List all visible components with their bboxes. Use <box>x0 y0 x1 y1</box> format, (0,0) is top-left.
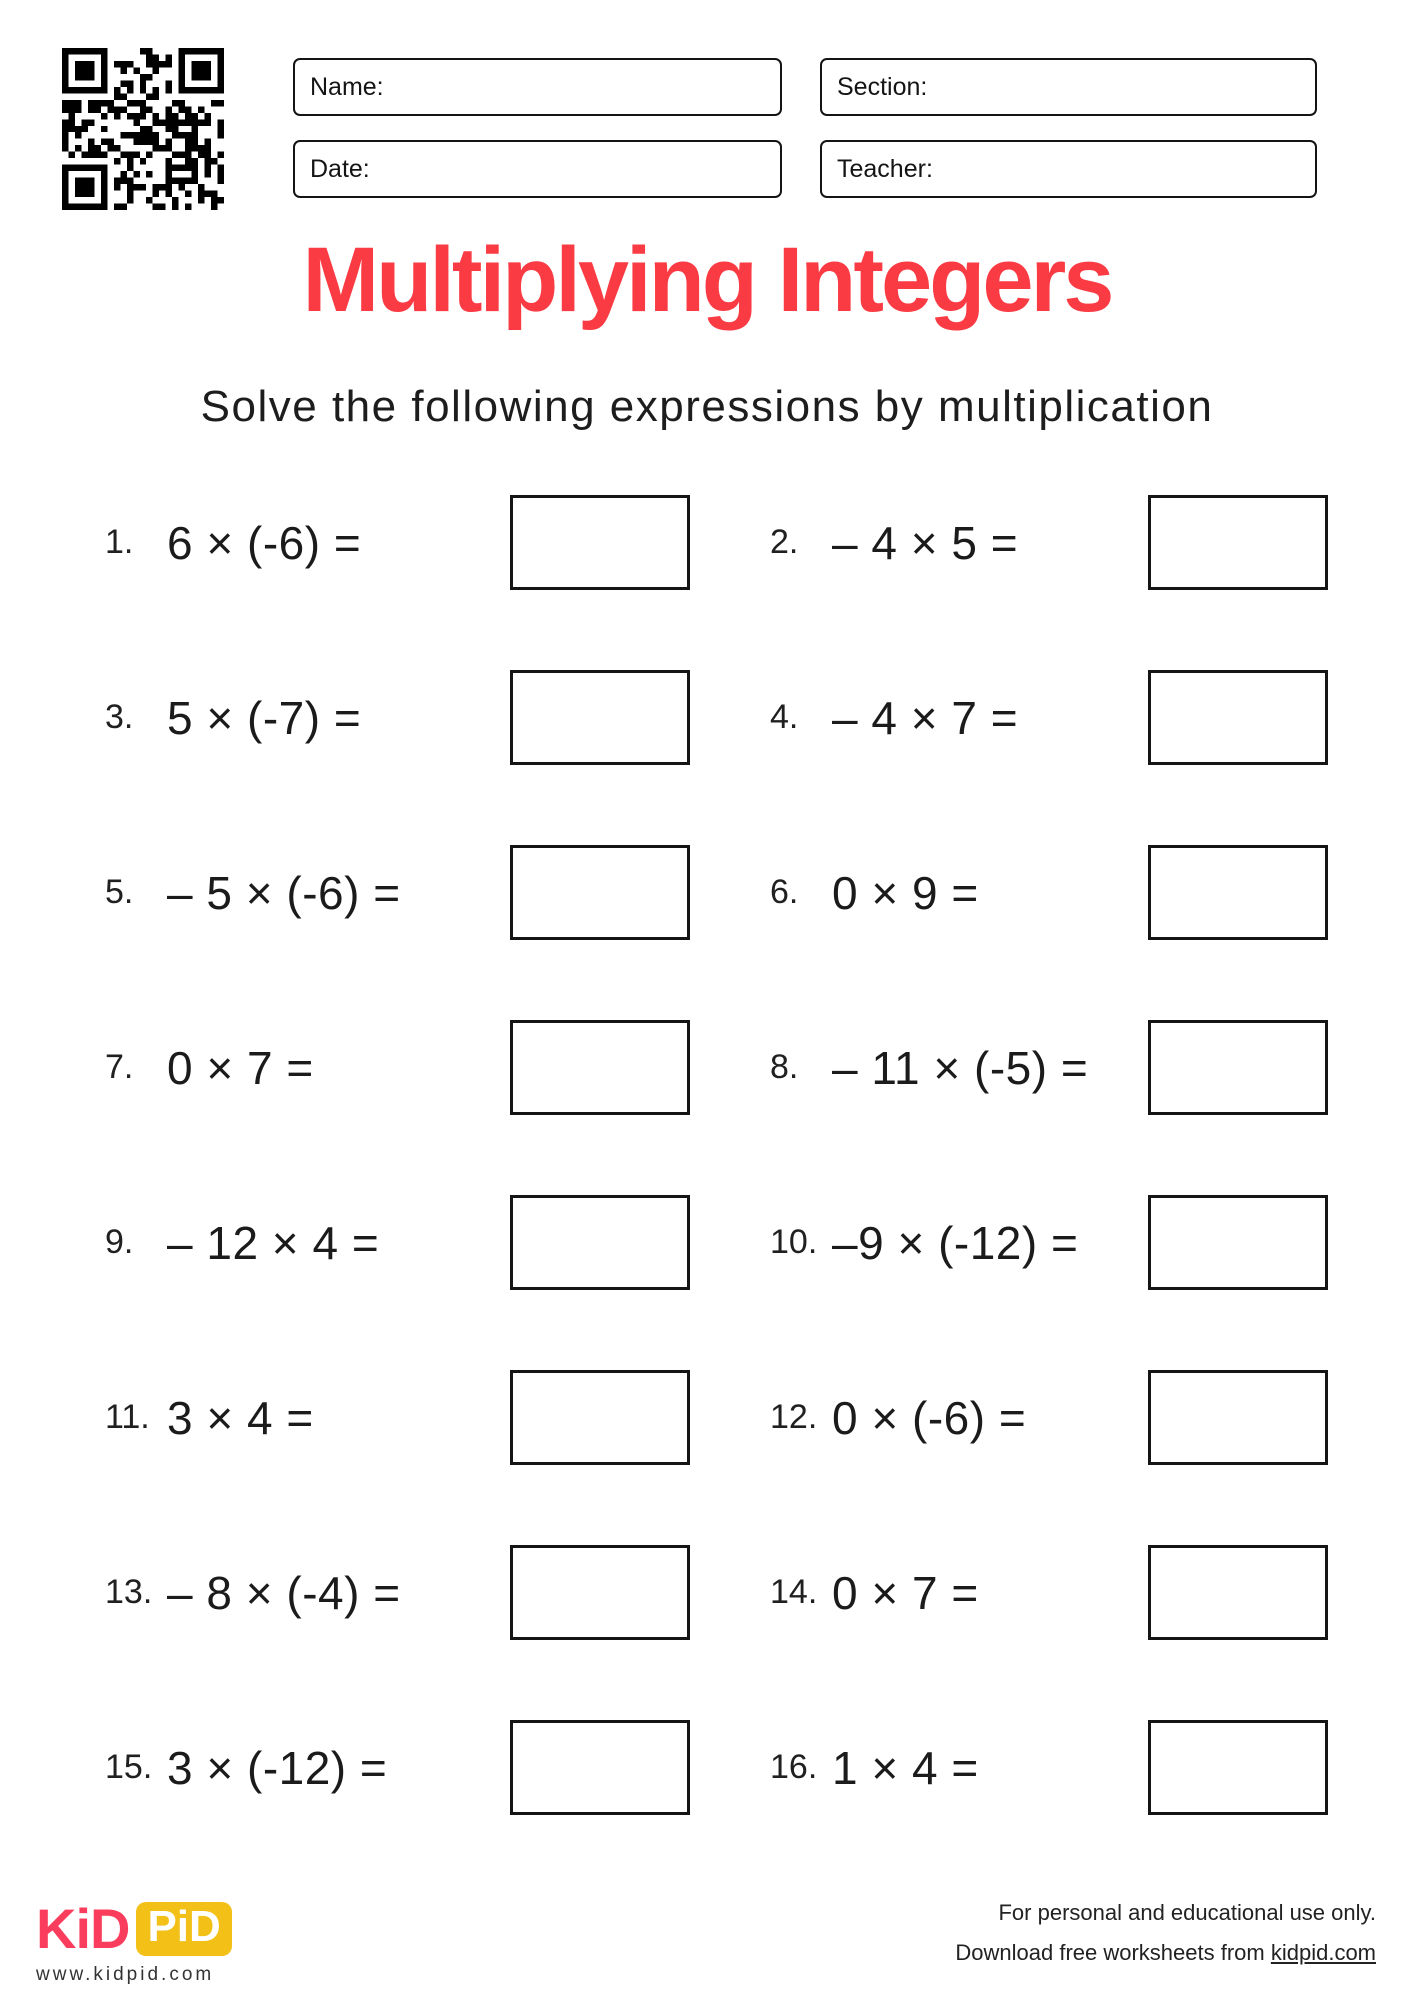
download-line <box>955 1933 1376 1973</box>
problem-12 <box>707 1330 1354 1505</box>
problem-9 <box>60 1155 707 1330</box>
answer-box-14 <box>1148 1545 1328 1640</box>
teacher-field <box>820 140 1317 198</box>
problem-number: 15. <box>105 1748 153 1786</box>
problem-expression: – 11 × (-5) = <box>832 1041 1089 1094</box>
answer-box-2 <box>1148 495 1328 590</box>
problem-10 <box>707 1155 1354 1330</box>
problem-number: 4. <box>770 698 799 736</box>
download-line-prefix: Download free worksheets from <box>955 1939 1271 1965</box>
answer-box-16 <box>1148 1720 1328 1815</box>
problem-expression: 6 × (-6) = <box>167 516 362 569</box>
problem-expression: 5 × (-7) = <box>167 691 362 744</box>
problem-expression: 1 × 4 = <box>832 1741 979 1794</box>
problem-1 <box>60 455 707 630</box>
problem-number: 9. <box>105 1223 134 1261</box>
problem-expression: 0 × 9 = <box>832 866 979 919</box>
qr-code-icon <box>62 48 224 210</box>
problem-expression: 0 × (-6) = <box>832 1391 1027 1444</box>
problem-number: 7. <box>105 1048 134 1086</box>
problem-number: 8. <box>770 1048 799 1086</box>
problem-number: 1. <box>105 523 134 561</box>
problem-number: 3. <box>105 698 134 736</box>
problem-number: 2. <box>770 523 799 561</box>
kidpid-logo-kid: KiD <box>36 1897 130 1960</box>
problem-number: 13. <box>105 1573 153 1611</box>
date-field-label: Date: <box>310 154 370 183</box>
answer-box-4 <box>1148 670 1328 765</box>
problem-7 <box>60 980 707 1155</box>
date-field <box>293 140 782 198</box>
website-url: www.kidpid.com <box>36 1964 215 1985</box>
teacher-field-label: Teacher: <box>837 154 933 183</box>
problem-11 <box>60 1330 707 1505</box>
problems-grid <box>60 455 1354 1855</box>
answer-box-5 <box>510 845 690 940</box>
problem-number: 10. <box>770 1223 818 1261</box>
answer-box-13 <box>510 1545 690 1640</box>
problem-expression: – 5 × (-6) = <box>167 866 401 919</box>
usage-line: For personal and educational use only. <box>998 1900 1376 1925</box>
problem-2 <box>707 455 1354 630</box>
problem-expression: – 12 × 4 = <box>167 1216 380 1269</box>
answer-box-15 <box>510 1720 690 1815</box>
problem-expression: –9 × (-12) = <box>832 1216 1079 1269</box>
problem-expression: – 4 × 5 = <box>832 516 1019 569</box>
problem-8 <box>707 980 1354 1155</box>
answer-box-1 <box>510 495 690 590</box>
problem-number: 5. <box>105 873 134 911</box>
problem-number: 16. <box>770 1748 818 1786</box>
problem-3 <box>60 630 707 805</box>
section-field <box>820 58 1317 116</box>
kidpid-logo-pid: PiD <box>136 1902 231 1956</box>
page-title: Multiplying Integers <box>302 229 1112 331</box>
problem-number: 11. <box>105 1398 150 1436</box>
problem-expression: 3 × 4 = <box>167 1391 314 1444</box>
problem-15 <box>60 1680 707 1855</box>
problem-5 <box>60 805 707 980</box>
problem-13 <box>60 1505 707 1680</box>
answer-box-8 <box>1148 1020 1328 1115</box>
answer-box-10 <box>1148 1195 1328 1290</box>
kidpid-logo <box>36 1896 232 1961</box>
answer-box-11 <box>510 1370 690 1465</box>
kidpid-link[interactable]: kidpid.com <box>1270 1939 1376 1965</box>
problem-number: 6. <box>770 873 799 911</box>
problem-6 <box>707 805 1354 980</box>
problem-expression: – 4 × 7 = <box>832 691 1019 744</box>
problem-16 <box>707 1680 1354 1855</box>
answer-box-3 <box>510 670 690 765</box>
page-subtitle: Solve the following expressions by multiplication <box>200 382 1214 431</box>
answer-box-12 <box>1148 1370 1328 1465</box>
name-field-label: Name: <box>310 72 384 101</box>
problem-4 <box>707 630 1354 805</box>
problem-expression: 3 × (-12) = <box>167 1741 388 1794</box>
problem-number: 12. <box>770 1398 818 1436</box>
problem-14 <box>707 1505 1354 1680</box>
name-field <box>293 58 782 116</box>
problem-expression: 0 × 7 = <box>167 1041 314 1094</box>
footer-notice <box>955 1893 1376 1972</box>
answer-box-9 <box>510 1195 690 1290</box>
problem-expression: 0 × 7 = <box>832 1566 979 1619</box>
section-field-label: Section: <box>837 72 928 101</box>
answer-box-7 <box>510 1020 690 1115</box>
answer-box-6 <box>1148 845 1328 940</box>
problem-expression: – 8 × (-4) = <box>167 1566 401 1619</box>
problem-number: 14. <box>770 1573 818 1611</box>
qr-code-svg <box>62 48 224 210</box>
